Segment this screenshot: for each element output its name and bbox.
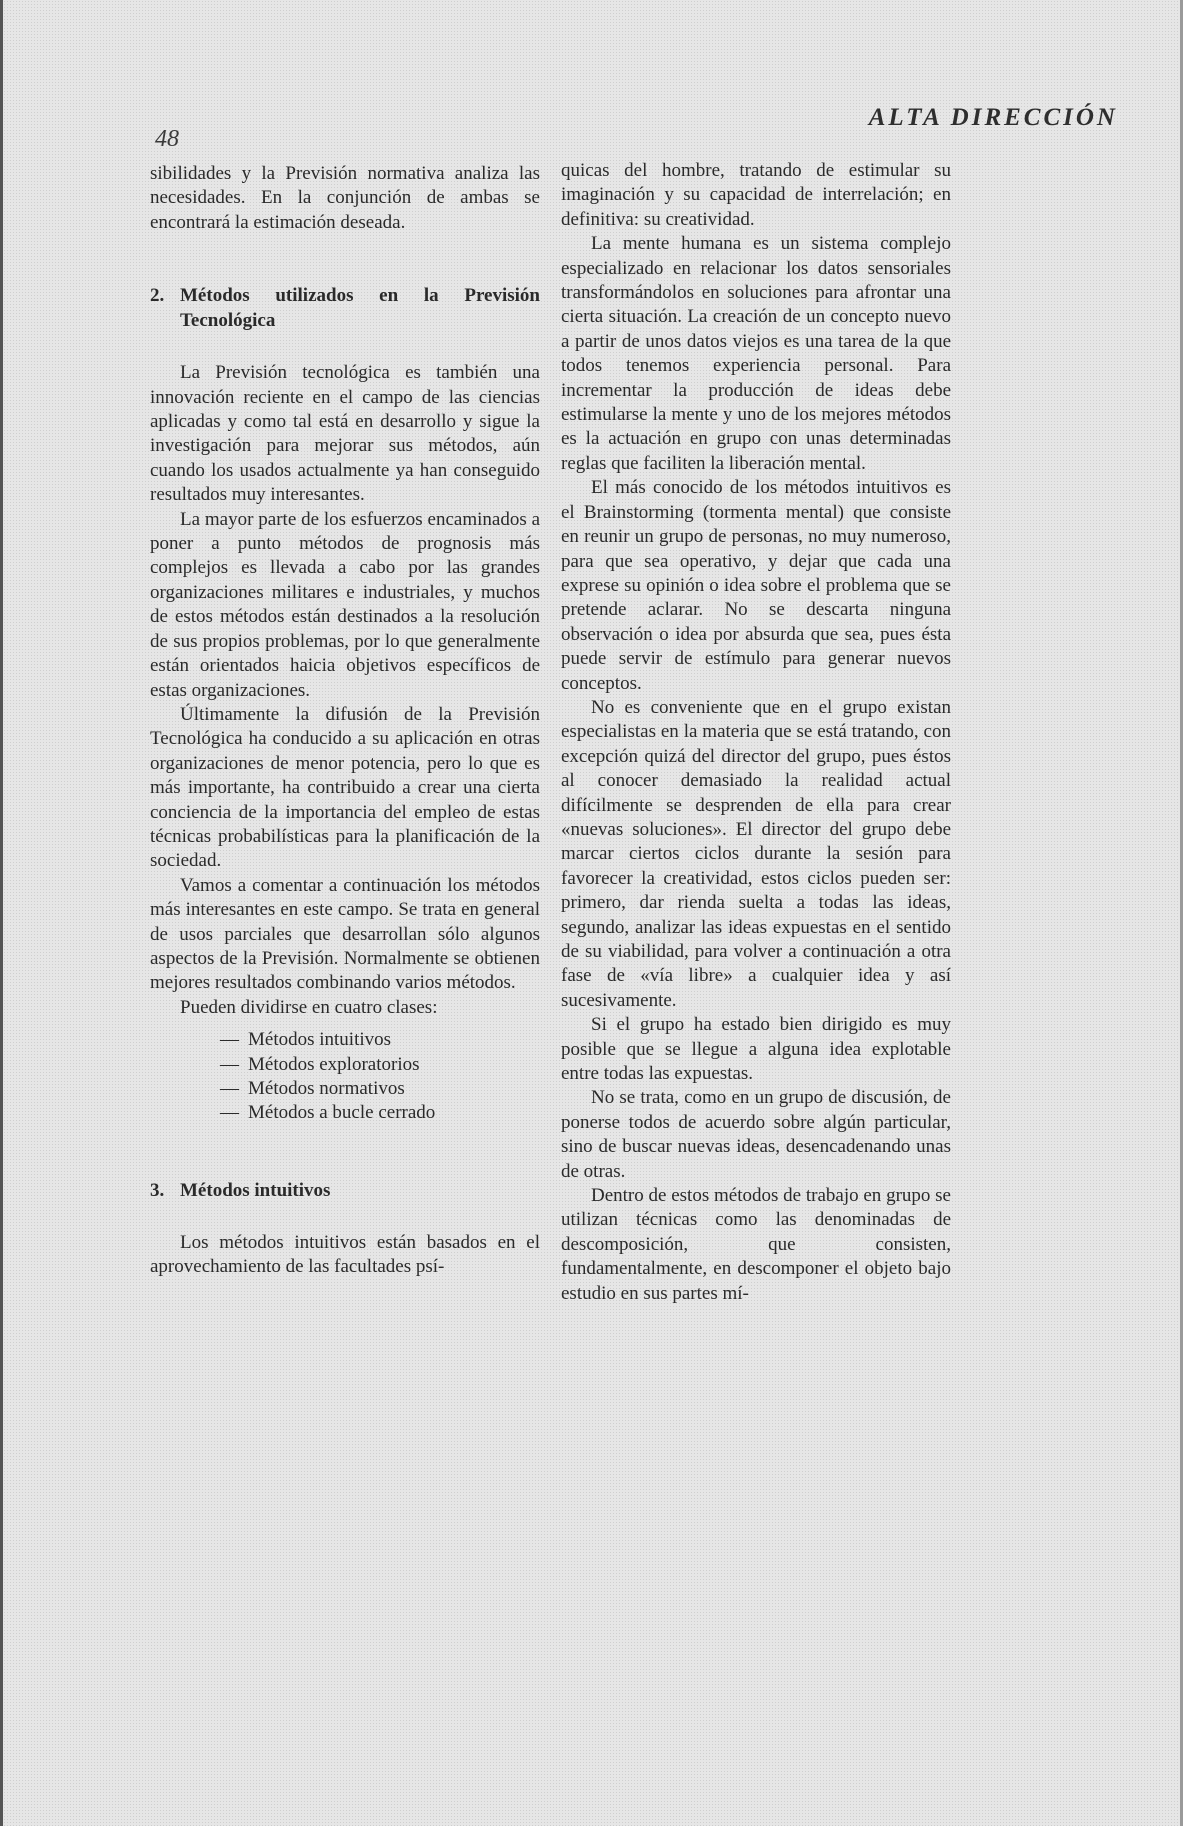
section-number: 3. bbox=[150, 1179, 165, 1201]
right-column bbox=[561, 159, 951, 1306]
paragraph: Los métodos intuitivos están basados en el aprovechamiento de las facultades psí- bbox=[150, 1231, 540, 1278]
list-dash: — bbox=[220, 1102, 239, 1124]
page-number: 48 bbox=[155, 126, 179, 152]
page-edge-left bbox=[0, 0, 3, 1826]
list-dash: — bbox=[220, 1029, 239, 1051]
paragraph: Últimamente la difusión de la Previsión Tecnológica ha conducido a su aplicación en otras organizaciones de menor potencia, pero lo que es más importante, ha contribuido a crear una cierta conciencia de la importancia del empleo de estas técnicas probabilísticas para la planificación de la sociedad. bbox=[150, 703, 540, 872]
paragraph: No es conveniente que en el grupo existan especialistas en la materia que se está tratando, con excepción quizá del director del grupo, pues éstos al conocer demasiado la realidad actual difícilmente se desprenden de ella para crear «nuevas soluciones». El director del grupo debe marcar ciertos ciclos durante la sesión para favorecer la creatividad, estos ciclos pueden ser: primero, dar rienda suelta a todas las ideas, segundo, analizar las ideas expuestas en el sentido de su viabilidad, para volver a continuación a otra fase de «vía libre» a cualquier idea y así sucesivamente. bbox=[561, 696, 951, 1011]
section-title: Métodos utilizados en la Previsión Tecnológica bbox=[180, 285, 540, 332]
paragraph: La mente humana es un sistema complejo especializado en relacionar los datos sensoriales transformándolos en soluciones para afrontar una cierta situación. La creación de un concepto nuevo a partir de unos datos viejos es una tarea de la que todos tenemos experiencia personal. Para incrementar la producción de ideas debe estimularse la mente y uno de los mejores métodos es la actuación en grupo con unas determinadas reglas que faciliten la liberación mental. bbox=[561, 233, 951, 474]
paragraph: La mayor parte de los esfuerzos encaminados a poner a punto métodos de prognosis más complejos es llevada a cabo por las grandes organizaciones militares e industriales, y muchos de estos métodos están destinados a la resolución de sus propios problemas, por lo que generalmente están orientados haicia objetivos específicos de estas organizaciones. bbox=[150, 508, 540, 701]
paragraph: Dentro de estos métodos de trabajo en grupo se utilizan técnicas como las denominadas de descomposición, que consisten, fundamentalmente, en descomponer el objeto bajo estudio en sus partes mí- bbox=[561, 1185, 951, 1304]
page-edge-right bbox=[1180, 0, 1183, 1826]
list-item: — Métodos normativos bbox=[220, 1077, 540, 1101]
left-column bbox=[150, 162, 540, 1280]
section-number: 2. bbox=[150, 285, 165, 307]
running-head: ALTA DIRECCIÓN bbox=[868, 104, 1118, 131]
section-heading-3 bbox=[150, 1178, 540, 1203]
paragraph: El más conocido de los métodos intuitivos es el Brainstorming (tormenta mental) que consiste en reunir un grupo de personas, no muy numeroso, para que sea operativo, y dejar que cada una exprese su opinión o idea sobre el problema que se pretende aclarar. No se descarta ninguna observación o idea por absurda que sea, pues ésta puede servir de estímulo para generar nuevos conceptos. bbox=[561, 477, 951, 694]
paragraph: sibilidades y la Previsión normativa analiza las necesidades. En la conjunción de ambas se encontrará la estimación deseada. bbox=[150, 163, 540, 233]
paragraph: Pueden dividirse en cuatro clases: bbox=[180, 996, 438, 1018]
section-title: Métodos intuitivos bbox=[180, 1179, 331, 1201]
paragraph: quicas del hombre, tratando de estimular su imaginación y su capacidad de interrelación; en definitiva: su creatividad. bbox=[561, 160, 951, 230]
list-dash: — bbox=[220, 1078, 239, 1099]
list-dash: — bbox=[220, 1053, 239, 1075]
paragraph: Vamos a comentar a continuación los métodos más interesantes en este campo. Se trata en general de usos parciales que desarrollan sólo algunos aspectos de la Previsión. Normalmente se obtienen mejores resultados combinando varios métodos. bbox=[150, 874, 540, 994]
section-heading-2 bbox=[150, 283, 540, 333]
paragraph: No se trata, como en un grupo de discusión, de ponerse todos de acuerdo sobre algún particular, sino de buscar nuevas ideas, desencadenando unas de otras. bbox=[561, 1087, 951, 1182]
paragraph: Si el grupo ha estado bien dirigido es muy posible que se llegue a alguna idea explotable entre todas las expuestas. bbox=[561, 1014, 951, 1085]
list-item: — Métodos a bucle cerrado bbox=[220, 1101, 540, 1125]
method-list bbox=[150, 1028, 540, 1126]
list-item: — Métodos exploratorios bbox=[220, 1053, 540, 1077]
paragraph: La Previsión tecnológica es también una innovación reciente en el campo de las ciencias aplicadas y como tal está en desarrollo y sigue la investigación para mejorar sus métodos, aún cuando los usados actualmente ya han conseguido resultados muy interesantes. bbox=[150, 362, 540, 506]
list-item: — Métodos intuitivos bbox=[220, 1028, 540, 1052]
